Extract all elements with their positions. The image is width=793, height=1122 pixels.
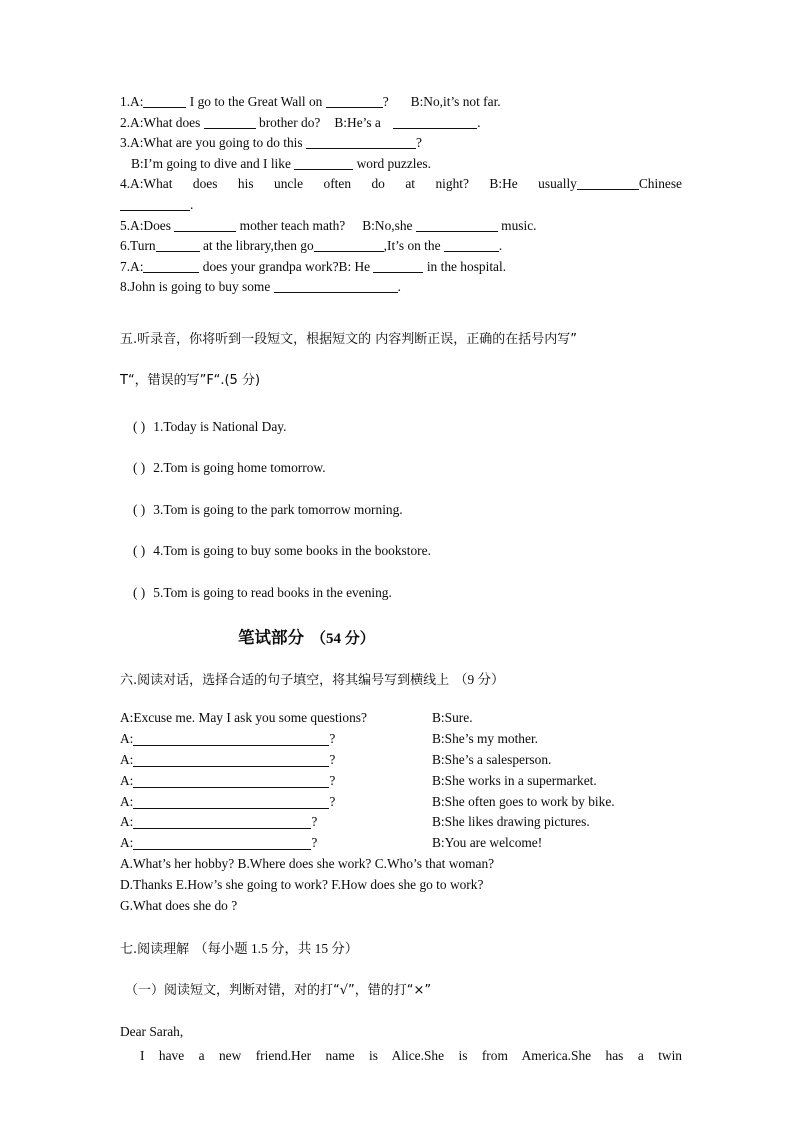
answer-bracket-4[interactable]: ( ) bbox=[133, 543, 146, 559]
item-1-blank-1[interactable] bbox=[143, 95, 186, 108]
question-item-1 bbox=[120, 92, 682, 113]
fill-in-items-block bbox=[120, 92, 682, 298]
dialogue-block bbox=[120, 708, 682, 916]
dialogue-question-5 bbox=[120, 812, 317, 833]
item-5-post: B:No,she bbox=[362, 217, 416, 233]
item-3-blank-1[interactable] bbox=[306, 136, 416, 149]
item-7-post: in the hospital. bbox=[423, 258, 507, 274]
dialogue-answer-3: B:She works in a supermarket. bbox=[432, 772, 597, 788]
section-five-heading bbox=[120, 319, 686, 401]
item-1-mid: I go to the Great Wall on bbox=[186, 94, 326, 109]
item-8-post: . bbox=[397, 279, 401, 295]
item-3-post: ? bbox=[415, 135, 422, 151]
section-six-score: （9 分） bbox=[454, 672, 505, 688]
dialogue-question-2 bbox=[120, 750, 335, 771]
answer-bracket-2[interactable]: ( ) bbox=[133, 460, 146, 476]
item-7-mid: does your grandpa work?B: He bbox=[199, 258, 374, 274]
answer-bracket-3[interactable]: ( ) bbox=[133, 501, 146, 517]
list-item[interactable] bbox=[120, 500, 682, 520]
dialogue-question-3 bbox=[120, 771, 335, 792]
question-item-2 bbox=[120, 113, 682, 134]
item-4-blank-1[interactable] bbox=[577, 177, 639, 190]
item-6-blank-3[interactable] bbox=[444, 239, 499, 252]
question-item-7 bbox=[120, 257, 682, 278]
dialogue-suffix-1: ? bbox=[329, 731, 336, 747]
dialogue-suffix-2: ? bbox=[329, 752, 336, 768]
dialogue-suffix-4: ? bbox=[329, 793, 336, 809]
dialogue-prefix-3: A: bbox=[120, 772, 134, 788]
dialogue-question-0: A:Excuse me. May I ask you some questions? bbox=[120, 710, 367, 726]
item-3-b-pre: B:I’m going to dive and I like bbox=[131, 155, 295, 171]
item-6-post: ,It’s on the bbox=[383, 238, 444, 254]
item-3-pre: 3.A:What are you going to do this bbox=[120, 135, 306, 151]
dialogue-blank-1[interactable] bbox=[133, 733, 329, 746]
answer-bracket-5[interactable]: ( ) bbox=[133, 584, 146, 600]
item-2-blank-2[interactable] bbox=[393, 116, 477, 129]
answer-bracket-1[interactable]: ( ) bbox=[133, 418, 146, 434]
item-4-cont-tail: . bbox=[190, 196, 194, 212]
item-5-blank-2[interactable] bbox=[416, 219, 498, 232]
item-1-blank-2[interactable] bbox=[326, 95, 383, 108]
section-five-heading-line-1: 五.听录音，你将听到一段短文，根据短文的 内容判断正误，正确的在括号内写” bbox=[120, 331, 578, 347]
item-4-tail: Chinese bbox=[638, 176, 682, 192]
item-3-blank-2[interactable] bbox=[294, 157, 353, 170]
item-2-blank-1[interactable] bbox=[204, 116, 256, 129]
dialogue-options-line-3[interactable]: G.What does she do ? bbox=[120, 897, 238, 913]
dialogue-prefix-6: A: bbox=[120, 835, 134, 851]
question-item-8 bbox=[120, 277, 682, 298]
dialogue-row-0 bbox=[120, 708, 682, 729]
item-5-pre: 5.A:Does bbox=[120, 217, 175, 233]
section-seven-heading-text: 七.阅读理解 bbox=[120, 942, 190, 958]
dialogue-answer-2: B:She’s a salesperson. bbox=[432, 752, 552, 768]
true-false-list bbox=[120, 417, 682, 603]
item-7-pre: 7.A: bbox=[120, 258, 144, 274]
dialogue-answer-0: B:Sure. bbox=[432, 710, 473, 726]
dialogue-question-4 bbox=[120, 792, 335, 813]
dialogue-prefix-1: A: bbox=[120, 731, 134, 747]
dialogue-answer-1: B:She’s my mother. bbox=[432, 731, 539, 747]
item-2-mid: brother do? bbox=[255, 114, 321, 130]
written-part-score: （54 分） bbox=[311, 631, 375, 648]
section-seven-subsection: （一）阅读短文，判断对错，对的打“√”，错的打“×” bbox=[125, 983, 432, 999]
tf-statement-2: 2.Tom is going home tomorrow. bbox=[153, 460, 326, 476]
item-3-b-post: word puzzles. bbox=[353, 155, 431, 171]
dialogue-row-5 bbox=[120, 812, 682, 833]
item-4-text: 4.A:What does his uncle often do at night? B:He usually bbox=[120, 176, 577, 192]
dialogue-question-6 bbox=[120, 833, 317, 854]
dialogue-suffix-6: ? bbox=[311, 835, 318, 851]
dialogue-suffix-5: ? bbox=[311, 814, 318, 830]
dialogue-blank-6[interactable] bbox=[133, 837, 311, 850]
dialogue-row-6 bbox=[120, 833, 682, 854]
question-item-3-line-2 bbox=[120, 154, 682, 175]
page-title bbox=[238, 624, 682, 653]
item-8-blank-1[interactable] bbox=[274, 280, 398, 293]
tf-statement-4: 4.Tom is going to buy some books in the bookstore. bbox=[153, 543, 431, 559]
dialogue-row-3 bbox=[120, 771, 682, 792]
dialogue-prefix-2: A: bbox=[120, 752, 134, 768]
item-2-tail: . bbox=[477, 114, 481, 130]
page-content bbox=[120, 92, 682, 1067]
question-item-5 bbox=[120, 216, 682, 237]
dialogue-question-1 bbox=[120, 729, 335, 750]
written-part-title: 笔试部分 bbox=[238, 628, 304, 648]
tf-statement-5: 5.Tom is going to read books in the evening. bbox=[153, 584, 392, 600]
item-7-blank-1[interactable] bbox=[143, 260, 199, 273]
item-2-post: B:He’s a bbox=[334, 114, 385, 130]
item-5-tail: music. bbox=[497, 217, 537, 233]
question-item-3-line-1 bbox=[120, 133, 682, 154]
dialogue-prefix-5: A: bbox=[120, 814, 134, 830]
dialogue-answer-5: B:She likes drawing pictures. bbox=[432, 814, 590, 830]
list-item[interactable] bbox=[120, 583, 682, 603]
dialogue-row-4 bbox=[120, 792, 682, 813]
list-item[interactable] bbox=[120, 458, 682, 478]
dialogue-blank-4[interactable] bbox=[133, 796, 329, 809]
section-six-heading-text: 六.阅读对话，选择合适的句子填空，将其编号写到横线上 bbox=[120, 673, 450, 689]
dialogue-blank-5[interactable] bbox=[133, 816, 311, 829]
item-6-mid: at the library,then go bbox=[199, 238, 314, 254]
item-7-blank-2[interactable] bbox=[373, 260, 423, 273]
item-1-post: ? bbox=[382, 94, 389, 109]
dialogue-suffix-3: ? bbox=[329, 772, 336, 788]
dialogue-row-2 bbox=[120, 750, 682, 771]
dialogue-blank-2[interactable] bbox=[133, 754, 329, 767]
list-item[interactable] bbox=[120, 417, 682, 437]
item-1-answer: B:No,it’s not far. bbox=[410, 94, 501, 109]
section-seven-heading bbox=[120, 939, 682, 960]
item-6-tail: . bbox=[498, 238, 503, 254]
question-item-4-continued bbox=[120, 195, 682, 216]
section-six-heading bbox=[120, 670, 682, 691]
dialogue-row-1 bbox=[120, 729, 682, 750]
dialogue-answer-4: B:She often goes to work by bike. bbox=[432, 793, 615, 809]
dialogue-blank-3[interactable] bbox=[133, 775, 329, 788]
question-item-4 bbox=[120, 174, 682, 195]
letter-salutation: Dear Sarah, bbox=[120, 1024, 184, 1040]
question-item-6 bbox=[120, 236, 682, 257]
dialogue-answer-6: B:You are welcome! bbox=[432, 835, 543, 851]
item-6-pre: 6.Turn bbox=[120, 238, 156, 254]
item-1-pre: 1.A: bbox=[120, 94, 144, 109]
dialogue-prefix-4: A: bbox=[120, 793, 134, 809]
item-6-blank-1[interactable] bbox=[156, 239, 200, 252]
tf-statement-3: 3.Tom is going to the park tomorrow morning. bbox=[153, 501, 403, 517]
dialogue-options-line-2[interactable]: D.Thanks E.How’s she going to work? F.How does she go to work? bbox=[120, 876, 484, 892]
section-five-heading-line-2: T“，错误的写”F“.(5 分) bbox=[120, 372, 261, 388]
tf-statement-1: 1.Today is National Day. bbox=[153, 418, 287, 434]
item-5-mid: mother teach math? bbox=[236, 217, 346, 233]
dialogue-options-line-1[interactable]: A.What’s her hobby? B.Where does she work? C.Who’s that woman? bbox=[120, 856, 495, 872]
list-item[interactable] bbox=[120, 541, 682, 561]
item-2-pre: 2.A:What does bbox=[120, 114, 204, 130]
item-4-blank-2[interactable] bbox=[120, 198, 190, 211]
item-8-pre: 8.John is going to buy some bbox=[120, 279, 274, 295]
item-5-blank-1[interactable] bbox=[174, 219, 236, 232]
item-6-blank-2[interactable] bbox=[314, 239, 384, 252]
section-seven-score: （每小题 1.5 分，共 15 分） bbox=[194, 941, 359, 957]
reading-passage: I have a new friend.Her name is Alice.She is from America.She has a twin bbox=[140, 1048, 682, 1064]
